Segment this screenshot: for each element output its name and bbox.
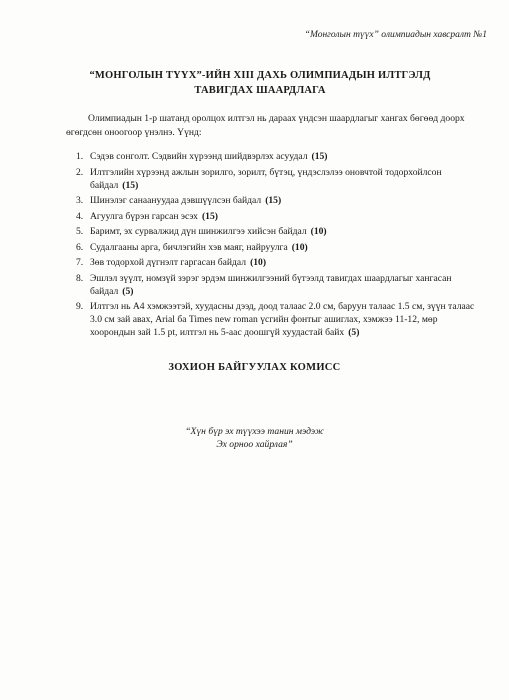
requirement-number: 8. xyxy=(76,272,84,284)
requirement-points: (15) xyxy=(122,179,139,191)
document-title xyxy=(40,68,480,98)
quote-line-2: Эх орноо хайрлая” xyxy=(216,439,293,450)
requirement-item xyxy=(76,272,476,298)
requirement-points: (15) xyxy=(311,151,328,162)
requirement-points: (15) xyxy=(201,210,218,222)
committee-signature: ЗОХИОН БАЙГУУЛАХ КОМИСС xyxy=(168,362,341,373)
motto-quote xyxy=(0,425,509,451)
header-note: “Монголын түүх” олимпиадын хавсралт №1 xyxy=(304,30,487,40)
requirement-item xyxy=(76,150,476,163)
requirement-number: 1. xyxy=(76,151,84,162)
requirement-number: 4. xyxy=(76,210,84,222)
requirement-text: Агуулга бүрэн гарсан эсэх xyxy=(90,210,198,222)
requirement-text: Илтгэл нь А4 хэмжээтэй, хуудасны дээд, доод талаас 2.0 см, баруун талаас 1.5 см, зүүн талаас 3.0 см зай авах, Arial ба Times new roman үсгийн фонтыг ашиглах, хэмжээ 11-12, мөр хоорондын зай 1.5 pt, илтгэл нь 5-аас доошгүй хуудастай байх xyxy=(90,301,475,338)
title-line-1: “МОНГОЛЫН ТҮҮХ”-ИЙН XIII ДАХЬ ОЛИМПИАДЫН ИЛТГЭЛД xyxy=(89,70,431,81)
requirement-text: Баримт, эх сурвалжид дүн шинжилгээ хийсэн байдал xyxy=(90,226,307,237)
requirement-number: 7. xyxy=(76,257,84,268)
requirement-points: (5) xyxy=(122,285,134,297)
requirement-item xyxy=(76,194,476,207)
requirement-number: 6. xyxy=(76,241,84,253)
requirement-number: 5. xyxy=(76,226,84,237)
requirement-item xyxy=(76,256,476,269)
requirement-item xyxy=(76,210,476,223)
requirement-points: (15) xyxy=(265,195,282,206)
requirement-item xyxy=(76,241,476,254)
requirement-item xyxy=(76,225,476,238)
requirement-item xyxy=(76,166,476,192)
requirement-points: (10) xyxy=(291,241,308,253)
requirement-text: Илтгэлийн хүрээнд ажлын зорилго, зорилт, бүтэц, үндэслэлээ оновчтой тодорхойлсон байдал xyxy=(90,166,442,191)
intro-paragraph: Олимпиадын 1-р шатанд оролцох илтгэл нь дараах үндсэн шаардлагыг хангах бөгөөд доорх өгөгдсөн оноогоор үнэлнэ. Үүнд: xyxy=(66,113,465,138)
requirement-points: (10) xyxy=(250,257,267,268)
requirement-points: (5) xyxy=(348,327,360,338)
requirement-number: 9. xyxy=(76,301,84,312)
requirement-text: Шинэлэг санаануудаа дэвшүүлсэн байдал xyxy=(90,195,262,206)
requirement-text: Зөв тодорхой дүгнэлт гаргасан байдал xyxy=(90,257,247,268)
requirement-number: 2. xyxy=(76,166,84,178)
requirement-number: 3. xyxy=(76,195,84,206)
requirement-points: (10) xyxy=(310,226,327,237)
requirement-text: Эшлэл зүүлт, номзүй зэрэг эрдэм шинжилгээний бүтээлд тавигдах шаардлагыг хангасан байдал xyxy=(90,272,452,297)
requirement-text: Судалгааны арга, бичлэгийн хэв маяг, найруулга xyxy=(90,241,288,253)
quote-line-1: “Хүн бүр эх түүхээ танин мэдэж xyxy=(185,426,324,437)
title-line-2: ТАВИГДАХ ШААРДЛАГА xyxy=(194,85,326,96)
requirements-list xyxy=(76,150,476,342)
requirement-item xyxy=(76,300,476,339)
requirement-text: Сэдэв сонголт. Сэдвийн хүрээнд шийдвэрлэх асуудал xyxy=(90,151,308,162)
